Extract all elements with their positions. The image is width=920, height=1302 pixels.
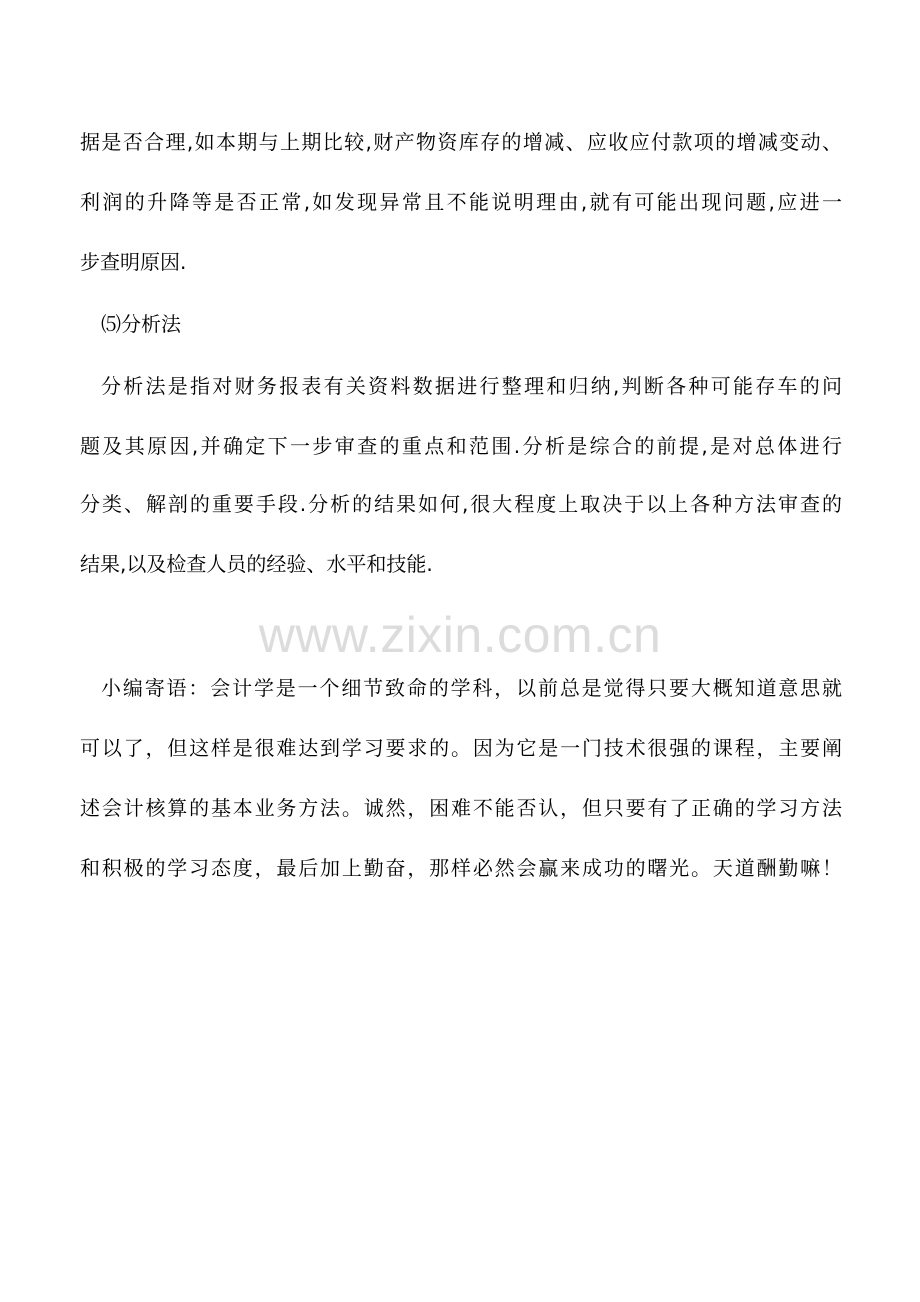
watermark: www.zixin.com.cn xyxy=(258,607,662,663)
paragraph-line: 分类、解剖的重要手段.分析的结果如何,很大程度上取决于以上各种方法审查的 xyxy=(80,492,842,516)
paragraph-line: 分析法是指对财务报表有关资料数据进行整理和归纳,判断各种可能存车的问 xyxy=(101,374,842,398)
paragraph-line: 题及其原因,并确定下一步审查的重点和范围.分析是综合的前提,是对总体进行 xyxy=(80,434,842,458)
editor-note-line: 可以了，但这样是很难达到学习要求的。因为它是一门技术很强的课程，主要阐 xyxy=(80,736,842,760)
section-heading: ⑸分析法 xyxy=(101,312,181,336)
editor-note-line: 小编寄语：会计学是一个细节致命的学科，以前总是觉得只要大概知道意思就 xyxy=(101,676,842,700)
paragraph-line: 结果,以及检查人员的经验、水平和技能. xyxy=(80,552,433,576)
editor-note-line: 和积极的学习态度，最后加上勤奋，那样必然会赢来成功的曙光。天道酬勤嘛！ xyxy=(80,856,842,880)
paragraph-line: 步查明原因. xyxy=(80,250,187,274)
paragraph-line: 据是否合理,如本期与上期比较,财产物资库存的增减、应收应付款项的增减变动、 xyxy=(80,130,842,154)
editor-note-line: 述会计核算的基本业务方法。诚然，困难不能否认，但只要有了正确的学习方法 xyxy=(80,796,842,820)
paragraph-line: 利润的升降等是否正常,如发现异常且不能说明理由,就有可能出现问题,应进一 xyxy=(80,190,842,214)
